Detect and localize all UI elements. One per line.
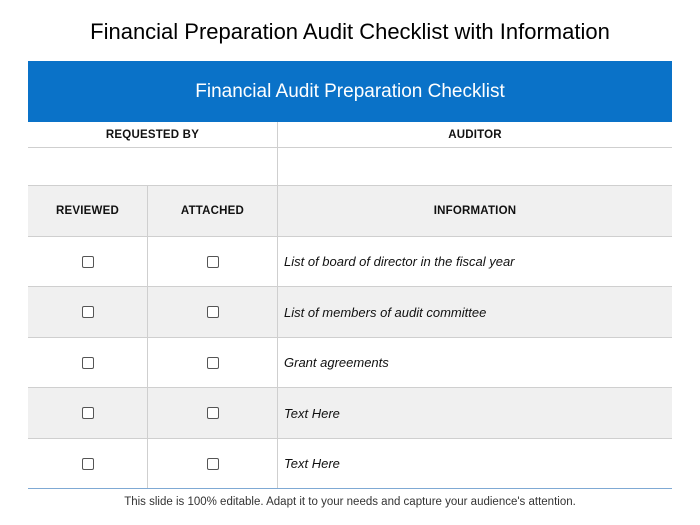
attached-checkbox[interactable]	[207, 306, 219, 318]
reviewed-checkbox[interactable]	[82, 357, 94, 369]
header-row	[28, 122, 672, 148]
reviewed-header: REVIEWED	[56, 205, 119, 217]
table-row	[28, 237, 672, 287]
table-row	[28, 287, 672, 338]
auditor-field[interactable]	[277, 148, 672, 185]
attached-checkbox[interactable]	[207, 256, 219, 268]
requested-by-field[interactable]	[28, 148, 277, 185]
footer-note: This slide is 100% editable. Adapt it to your needs and capture your audience's attention.	[124, 496, 576, 508]
column-header-row	[28, 186, 672, 237]
reviewed-checkbox[interactable]	[82, 458, 94, 470]
attached-header: ATTACHED	[147, 186, 277, 236]
table-row	[28, 338, 672, 388]
signoff-row	[28, 148, 672, 186]
reviewed-checkbox[interactable]	[82, 256, 94, 268]
table-row	[28, 439, 672, 489]
information-text: Text Here	[284, 405, 340, 421]
requested-by-header: REQUESTED BY	[105, 128, 200, 141]
attached-checkbox[interactable]	[207, 357, 219, 369]
auditor-header: AUDITOR	[277, 122, 672, 147]
table-row	[28, 388, 672, 439]
reviewed-checkbox[interactable]	[82, 306, 94, 318]
information-text: Text Here	[284, 456, 340, 471]
information-text: List of board of director in the fiscal year	[284, 254, 515, 269]
banner-title: Financial Audit Preparation Checklist	[195, 80, 505, 102]
attached-checkbox[interactable]	[207, 407, 219, 419]
checklist-table	[28, 122, 672, 489]
checklist-banner	[28, 61, 672, 122]
page-title: Financial Preparation Audit Checklist with Information	[90, 19, 610, 44]
information-text: List of members of audit committee	[284, 304, 487, 320]
reviewed-checkbox[interactable]	[82, 407, 94, 419]
attached-checkbox[interactable]	[207, 458, 219, 470]
information-text: Grant agreements	[284, 355, 389, 370]
information-header: INFORMATION	[277, 186, 672, 236]
